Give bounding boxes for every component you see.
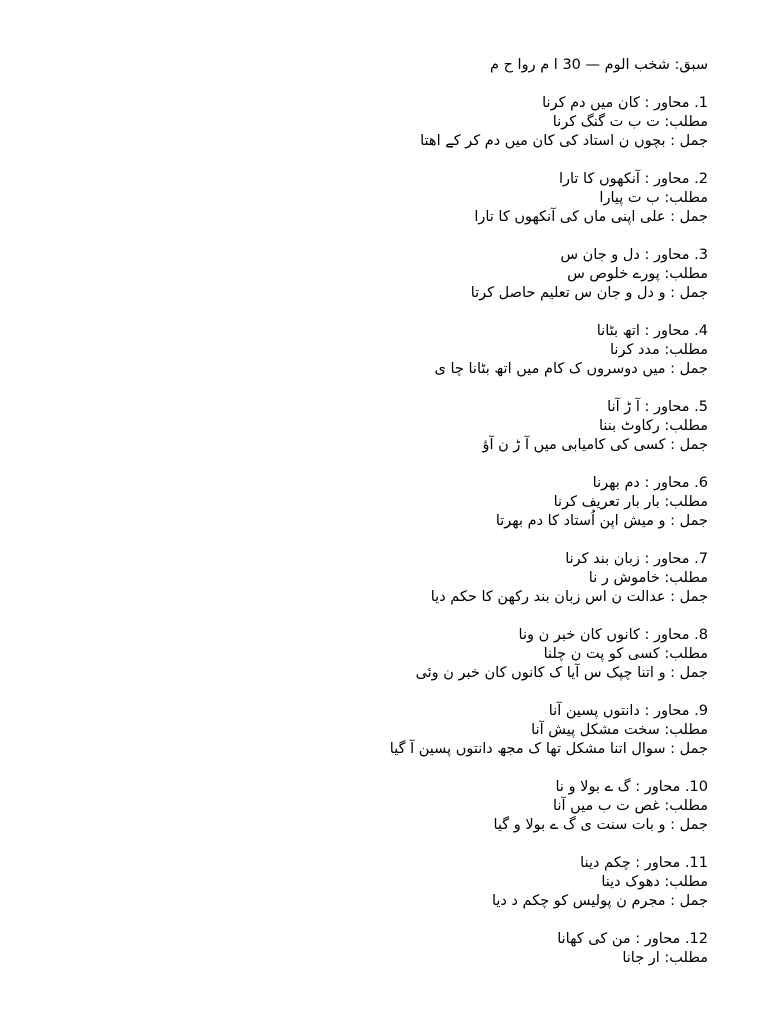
idiom-number: 10.	[684, 779, 708, 795]
idiom-heading-text: محاور : آنکھوں کا تارا	[558, 171, 690, 187]
idiom-example: جمل : مجرم ن پولیس کو چکم د دیا	[491, 893, 708, 909]
idiom-entry-8	[148, 626, 708, 683]
idiom-heading-text: محاور : دل و جان س	[560, 247, 690, 263]
idiom-number: 5.	[694, 399, 708, 415]
idiom-number: 12.	[684, 931, 708, 947]
idiom-entry-2	[148, 170, 708, 227]
idiom-heading-text: محاور : کان میں دم کرنا	[542, 95, 690, 111]
idiom-example: جمل : بچوں ن استاد کی کان میں دم کر کے اھتا	[420, 133, 708, 149]
idiom-heading-text: محاور : من کی کھانا	[557, 931, 681, 947]
idiom-heading	[148, 474, 708, 493]
idiom-meaning: مطلب: پورے خلوص س	[567, 266, 708, 282]
idiom-meaning: مطلب: بار بار تعریف کرنا	[553, 494, 708, 510]
idiom-number: 6.	[694, 475, 708, 491]
idiom-number: 3.	[694, 247, 708, 263]
idiom-number: 11.	[684, 855, 708, 871]
idiom-heading	[148, 854, 708, 873]
idiom-heading-text: محاور : اتھ بٹانا	[596, 323, 690, 339]
idiom-example: جمل : میں دوسروں ک کام میں اتھ بٹانا چا ی	[434, 361, 708, 377]
idiom-heading	[148, 398, 708, 417]
idiom-heading-text: محاور : دم بھرنا	[592, 475, 690, 491]
idiom-number: 7.	[694, 551, 708, 567]
idiom-example: جمل : سوال اتنا مشکل تھا ک مجھ دانتوں پسین آ گیا	[389, 741, 708, 757]
idiom-number: 1.	[694, 95, 708, 111]
idiom-heading	[148, 550, 708, 569]
idiom-heading-text: محاور : گ ے بولا و نا	[555, 779, 681, 795]
idiom-entry-4	[148, 322, 708, 379]
idiom-meaning: مطلب: ت ب ت گنگ کرنا	[552, 114, 708, 130]
idiom-entry-10	[148, 778, 708, 835]
idiom-example: جمل : عدالت ن اس زبان بند رکھن کا حکم دیا	[430, 589, 708, 605]
idiom-meaning: مطلب: سخت مشکل پیش آنا	[531, 722, 708, 738]
idiom-meaning: مطلب: خاموش ر نا	[588, 570, 708, 586]
idiom-heading	[148, 170, 708, 189]
idiom-meaning: مطلب: غص ت ب میں آنا	[553, 798, 708, 814]
idiom-heading-text: محاور : دانتوں پسین آنا	[548, 703, 690, 719]
idiom-number: 9.	[694, 703, 708, 719]
idiom-entry-7	[148, 550, 708, 607]
idiom-number: 2.	[694, 171, 708, 187]
idiom-example: جمل : کسی کی کامیابی میں آ ڑ ن آؤ	[482, 437, 708, 453]
idiom-example: جمل : و میش اپن اُستاد کا دم بھرتا	[495, 513, 708, 529]
idiom-entry-9	[148, 702, 708, 759]
idiom-example: جمل : علی اپنی ماں کی آنکھوں کا تارا	[474, 209, 708, 225]
idiom-heading	[148, 94, 708, 113]
idiom-example: جمل : و بات سنت ی گ ے بولا و گیا	[493, 817, 708, 833]
idiom-heading	[148, 322, 708, 341]
idiom-meaning: مطلب: دھوک دینا	[601, 874, 708, 890]
idiom-heading	[148, 930, 708, 949]
idiom-entry-1	[148, 94, 708, 151]
idiom-heading	[148, 626, 708, 645]
idiom-heading-text: محاور : زبان بند کرنا	[565, 551, 690, 567]
idiom-heading-text: محاور : چکم دینا	[580, 855, 681, 871]
idiom-entry-12	[148, 930, 708, 968]
lesson-column	[148, 56, 708, 987]
idiom-heading-text: محاور : آ ڑ آنا	[607, 399, 690, 415]
idiom-entry-11	[148, 854, 708, 911]
idiom-entry-6	[148, 474, 708, 531]
idiom-meaning: مطلب: رکاوٹ بننا	[599, 418, 708, 434]
idiom-meaning: مطلب: ب ت پیارا	[599, 190, 708, 206]
idiom-meaning: مطلب: مدد کرنا	[610, 342, 708, 358]
idiom-entry-3	[148, 246, 708, 303]
lesson-title: سبق: شخب الوم — 30 ا م روا ح م	[490, 57, 708, 73]
idiom-heading	[148, 702, 708, 721]
idiom-number: 4.	[694, 323, 708, 339]
idiom-meaning: مطلب: کسی کو پت ن چلنا	[543, 646, 708, 662]
idiom-heading-text: محاور : کانوں کان خبر ن ونا	[518, 627, 690, 643]
idiom-meaning: مطلب: ار جانا	[622, 950, 708, 966]
idiom-heading	[148, 778, 708, 797]
idiom-example: جمل : و دل و جان س تعلیم حاصل کرتا	[470, 285, 708, 301]
idiom-heading	[148, 246, 708, 265]
idiom-example: جمل : و اتنا چپک س آیا ک کانوں کان خبر ن وئی	[415, 665, 708, 681]
idiom-entry-5	[148, 398, 708, 455]
idiom-number: 8.	[694, 627, 708, 643]
